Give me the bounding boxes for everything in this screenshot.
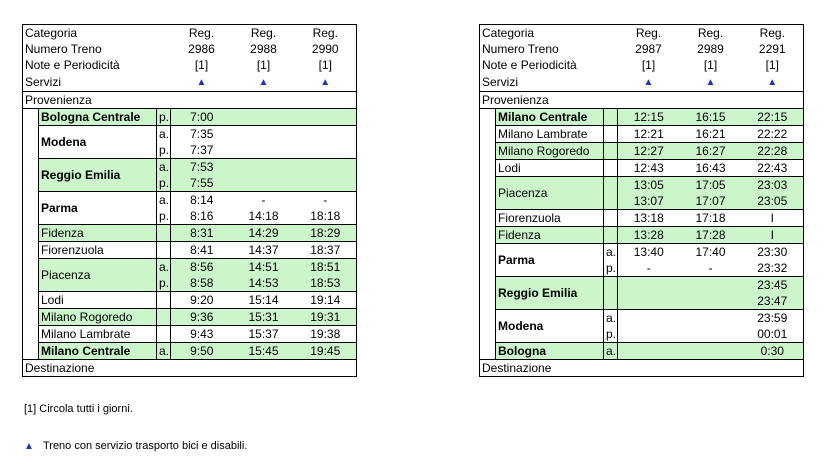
time-cell: I xyxy=(742,210,804,227)
train-service-cell xyxy=(233,73,295,92)
header-cell: [1] xyxy=(295,57,357,73)
time-cell: 13:40 xyxy=(633,245,664,259)
time-cell: 23:59 xyxy=(742,310,804,327)
time-cell: 16:15 xyxy=(680,109,742,126)
time-cell: 16:43 xyxy=(680,160,742,177)
time-cell xyxy=(295,142,357,159)
header-numero-treno: Numero Treno xyxy=(23,41,171,57)
margin-cell xyxy=(23,192,39,225)
station-name: Reggio Emilia xyxy=(496,277,604,310)
header-cell: 2987 xyxy=(635,42,662,56)
arrival-departure-flag xyxy=(157,225,171,242)
station-name: Piacenza xyxy=(39,259,157,292)
time-cell: 8:56 xyxy=(171,259,233,276)
header-cell: 2986 xyxy=(188,42,215,56)
station-name: Lodi xyxy=(39,292,157,309)
margin-cell xyxy=(23,159,39,192)
margin-cell xyxy=(23,126,39,159)
arrival-departure-flag: p. xyxy=(157,275,171,292)
time-cell xyxy=(295,126,357,143)
time-cell: 16:27 xyxy=(680,143,742,160)
margin-cell xyxy=(480,143,496,160)
arrival-departure-flag xyxy=(604,177,618,194)
time-cell: 7:00 xyxy=(171,109,233,126)
time-cell: 18:18 xyxy=(295,208,357,225)
margin-cell xyxy=(480,109,496,126)
header-cell: 2989 xyxy=(697,42,724,56)
arrival-departure-flag: a. xyxy=(157,259,171,276)
destinazione-label: Destinazione xyxy=(23,360,357,377)
destinazione-label: Destinazione xyxy=(480,360,804,377)
margin-cell xyxy=(480,277,496,310)
time-cell xyxy=(680,343,742,360)
time-cell: - xyxy=(295,192,357,209)
timetable-left xyxy=(22,24,357,377)
triangle-icon: ▲ xyxy=(24,441,34,452)
time-cell: 17:07 xyxy=(680,193,742,210)
time-cell: 8:31 xyxy=(171,225,233,242)
time-cell xyxy=(233,126,295,143)
time-cell xyxy=(680,277,742,294)
arrival-departure-flag xyxy=(604,293,618,310)
time-cell: 16:21 xyxy=(680,126,742,143)
time-cell: 22:15 xyxy=(742,109,804,126)
station-name: Bologna xyxy=(496,343,604,360)
time-cell xyxy=(680,310,742,327)
station-name: Piacenza xyxy=(496,177,604,210)
arrival-departure-flag xyxy=(604,109,618,126)
triangle-icon: ▲ xyxy=(643,77,654,88)
train-service-cell xyxy=(680,73,742,92)
time-cell: 13:18 xyxy=(618,210,680,227)
arrival-departure-flag: a. xyxy=(604,343,618,360)
time-cell xyxy=(680,293,742,310)
time-cell: 13:07 xyxy=(618,193,680,210)
arrival-departure-flag xyxy=(604,193,618,210)
time-cell xyxy=(618,310,680,327)
station-name: Milano Rogoredo xyxy=(39,309,157,326)
time-cell: 18:37 xyxy=(295,242,357,259)
time-cell xyxy=(618,277,680,294)
margin-cell xyxy=(23,109,39,126)
margin-cell xyxy=(480,227,496,244)
time-cell: 18:53 xyxy=(295,275,357,292)
station-name: Fidenza xyxy=(496,227,604,244)
margin-cell xyxy=(23,242,39,259)
train-service-cell xyxy=(618,73,680,92)
time-cell: - xyxy=(261,193,266,207)
time-cell: 7:55 xyxy=(171,175,233,192)
time-cell: 7:37 xyxy=(171,142,233,159)
header-servizi: Servizi xyxy=(480,73,618,92)
time-cell xyxy=(233,142,295,159)
margin-cell xyxy=(23,225,39,242)
header-numero-treno: Numero Treno xyxy=(480,41,618,57)
time-cell: - xyxy=(680,260,742,277)
header-categoria: Categoria xyxy=(23,25,171,42)
footnote-2 xyxy=(24,440,247,452)
time-cell: 14:53 xyxy=(233,275,295,292)
margin-cell xyxy=(480,126,496,143)
header-cell: Reg. xyxy=(680,25,742,42)
station-name: Milano Lambrate xyxy=(39,326,157,343)
provenienza-label: Provenienza xyxy=(480,92,804,109)
arrival-departure-flag xyxy=(604,160,618,177)
train-service-cell xyxy=(171,73,233,92)
time-cell: 22:22 xyxy=(742,126,804,143)
margin-cell xyxy=(23,309,39,326)
margin-cell xyxy=(480,343,496,360)
header-cell: [1] xyxy=(703,58,718,72)
time-cell: 22:28 xyxy=(742,143,804,160)
header-cell: [1] xyxy=(194,58,209,72)
header-cell: Reg. xyxy=(171,25,233,42)
header-cell: [1] xyxy=(742,57,804,73)
margin-cell xyxy=(23,343,39,360)
arrival-departure-flag xyxy=(157,309,171,326)
arrival-departure-flag xyxy=(604,277,618,294)
arrival-departure-flag: p. xyxy=(157,109,171,126)
arrival-departure-flag: a. xyxy=(157,126,171,143)
time-cell: 14:37 xyxy=(233,242,295,259)
header-cell: Reg. xyxy=(233,25,295,42)
station-name: Reggio Emilia xyxy=(39,159,157,192)
time-cell: 0:30 xyxy=(742,343,804,360)
header-cell: 2291 xyxy=(742,41,804,57)
margin-cell xyxy=(23,292,39,309)
header-note: Note e Periodicità xyxy=(480,57,618,73)
arrival-departure-flag xyxy=(157,326,171,343)
time-cell: 12:27 xyxy=(618,143,680,160)
header-cell: Reg. xyxy=(618,25,680,42)
time-cell xyxy=(233,175,295,192)
time-cell: 18:29 xyxy=(295,225,357,242)
arrival-departure-flag xyxy=(157,242,171,259)
arrival-departure-flag: p. xyxy=(157,142,171,159)
time-cell: 19:45 xyxy=(295,343,357,360)
time-cell: 13:05 xyxy=(618,177,680,194)
header-cell: Reg. xyxy=(295,25,357,42)
station-name: Lodi xyxy=(496,160,604,177)
time-cell: 00:01 xyxy=(742,326,804,343)
time-cell xyxy=(618,293,680,310)
time-cell xyxy=(618,326,680,343)
time-cell: 8:41 xyxy=(171,242,233,259)
arrival-departure-flag xyxy=(157,292,171,309)
time-cell xyxy=(680,326,742,343)
time-cell: 8:58 xyxy=(171,275,233,292)
triangle-icon: ▲ xyxy=(320,77,331,88)
time-cell: 9:50 xyxy=(171,343,233,360)
time-cell: 12:21 xyxy=(618,126,680,143)
arrival-departure-flag: p. xyxy=(604,326,618,343)
time-cell xyxy=(295,159,357,176)
time-cell: - xyxy=(618,260,680,277)
station-name: Milano Centrale xyxy=(496,109,604,126)
station-name: Milano Rogoredo xyxy=(496,143,604,160)
arrival-departure-flag: a. xyxy=(157,343,171,360)
time-cell: 13:28 xyxy=(618,227,680,244)
time-cell: 23:32 xyxy=(742,260,804,277)
time-cell: 14:18 xyxy=(233,208,295,225)
arrival-departure-flag xyxy=(604,126,618,143)
time-cell: 23:45 xyxy=(742,277,804,294)
train-service-cell xyxy=(295,73,357,92)
time-cell: 19:31 xyxy=(295,309,357,326)
station-name: Modena xyxy=(496,310,604,343)
arrival-departure-flag xyxy=(604,227,618,244)
arrival-departure-flag: a. xyxy=(157,159,171,176)
time-cell: 9:43 xyxy=(171,326,233,343)
margin-cell xyxy=(480,177,496,210)
time-cell: 17:05 xyxy=(680,177,742,194)
time-cell: 14:29 xyxy=(233,225,295,242)
margin-cell xyxy=(480,310,496,343)
time-cell: 15:14 xyxy=(233,292,295,309)
station-name: Modena xyxy=(39,126,157,159)
time-cell: 23:30 xyxy=(742,244,804,261)
time-cell: 17:40 xyxy=(695,245,726,259)
time-cell: 19:38 xyxy=(295,326,357,343)
time-cell: 14:51 xyxy=(233,259,295,276)
margin-cell xyxy=(23,326,39,343)
time-cell: 19:14 xyxy=(295,292,357,309)
time-cell: 15:31 xyxy=(233,309,295,326)
station-name: Fiorenzuola xyxy=(496,210,604,227)
time-cell xyxy=(295,109,357,126)
arrival-departure-flag: p. xyxy=(604,260,618,277)
station-name: Milano Lambrate xyxy=(496,126,604,143)
time-cell xyxy=(233,159,295,176)
time-cell xyxy=(233,109,295,126)
margin-cell xyxy=(480,210,496,227)
time-cell: 9:20 xyxy=(171,292,233,309)
margin-cell xyxy=(480,244,496,277)
time-cell: 8:14 xyxy=(190,193,214,207)
triangle-icon: ▲ xyxy=(258,77,269,88)
header-cell: 2988 xyxy=(250,42,277,56)
time-cell: 12:15 xyxy=(618,109,680,126)
arrival-departure-flag: a. xyxy=(604,310,618,327)
margin-cell xyxy=(23,259,39,292)
margin-cell xyxy=(480,160,496,177)
time-cell: 15:45 xyxy=(233,343,295,360)
station-name: Milano Centrale xyxy=(39,343,157,360)
time-cell xyxy=(618,343,680,360)
station-name: Fidenza xyxy=(39,225,157,242)
header-cell: [1] xyxy=(641,58,656,72)
header-categoria: Categoria xyxy=(480,25,618,42)
station-name: Parma xyxy=(39,192,157,225)
time-cell: 9:36 xyxy=(171,309,233,326)
triangle-icon: ▲ xyxy=(196,77,207,88)
time-cell: 17:28 xyxy=(680,227,742,244)
header-cell: Reg. xyxy=(742,25,804,42)
arrival-departure-flag: a. xyxy=(604,244,618,261)
time-cell: 17:18 xyxy=(680,210,742,227)
footnote-2-text: Treno con servizio trasporto bici e disabili. xyxy=(42,440,248,452)
time-cell: 12:43 xyxy=(618,160,680,177)
station-name: Bologna Centrale xyxy=(39,109,157,126)
arrival-departure-flag: a. xyxy=(157,192,171,209)
arrival-departure-flag: p. xyxy=(157,208,171,225)
time-cell: 23:05 xyxy=(742,193,804,210)
header-note: Note e Periodicità xyxy=(23,57,171,73)
arrival-departure-flag xyxy=(604,143,618,160)
station-name: Fiorenzuola xyxy=(39,242,157,259)
time-cell: 8:16 xyxy=(171,208,233,225)
time-cell xyxy=(295,175,357,192)
header-cell: 2990 xyxy=(295,41,357,57)
triangle-icon: ▲ xyxy=(767,77,778,88)
arrival-departure-flag: p. xyxy=(157,175,171,192)
header-cell: [1] xyxy=(256,58,271,72)
time-cell: 18:51 xyxy=(295,259,357,276)
arrival-departure-flag xyxy=(604,210,618,227)
time-cell: 7:53 xyxy=(171,159,233,176)
time-cell: I xyxy=(742,227,804,244)
train-service-cell xyxy=(742,73,804,92)
time-cell: 15:37 xyxy=(233,326,295,343)
time-cell: 22:43 xyxy=(742,160,804,177)
time-cell: 23:03 xyxy=(742,177,804,194)
time-cell: 23:47 xyxy=(742,293,804,310)
station-name: Parma xyxy=(496,244,604,277)
provenienza-label: Provenienza xyxy=(23,92,357,109)
time-cell: 7:35 xyxy=(190,127,214,141)
footnote-1: [1] Circola tutti i giorni. xyxy=(24,403,133,415)
header-servizi: Servizi xyxy=(23,73,171,92)
triangle-icon: ▲ xyxy=(705,77,716,88)
timetable-right xyxy=(479,24,804,377)
